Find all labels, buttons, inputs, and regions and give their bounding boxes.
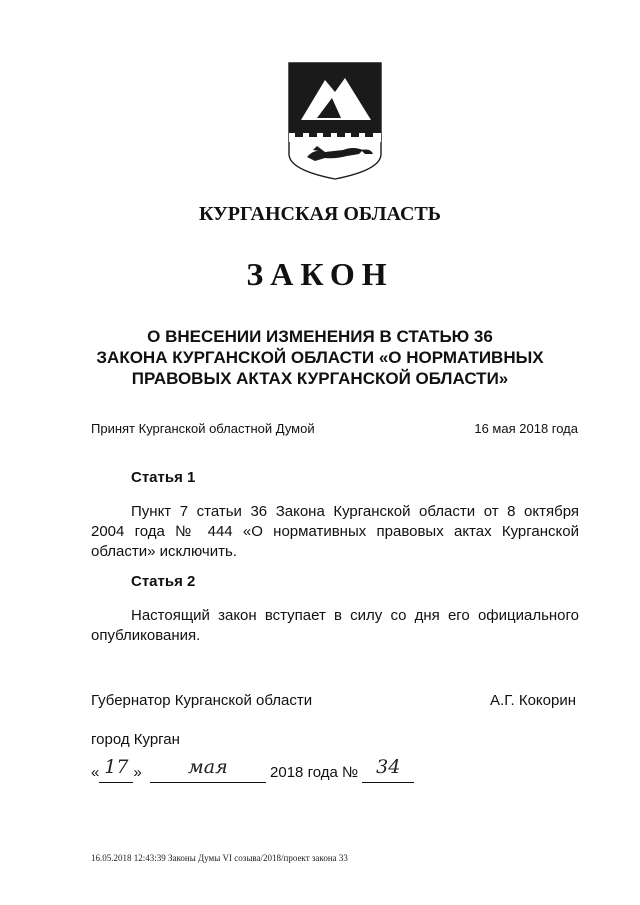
article-1-line: области» исключить. xyxy=(91,543,237,560)
coat-of-arms-emblem xyxy=(287,62,383,180)
article-1-line: 2004 года № 444 «О нормативных правовых актах Курганской xyxy=(91,523,579,540)
month-blank xyxy=(150,756,266,783)
day-blank xyxy=(99,756,133,783)
adoption-date: 16 мая 2018 года xyxy=(474,421,578,436)
article-2-heading: Статья 2 xyxy=(131,573,196,590)
handwritten-month: мая xyxy=(188,756,228,778)
article-1-text xyxy=(91,502,579,562)
close-quote: » xyxy=(133,764,142,781)
signing-dateline xyxy=(91,756,414,783)
handwritten-number: 34 xyxy=(376,756,401,778)
signatory-name: А.Г. Кокорин xyxy=(490,692,576,709)
city: город Курган xyxy=(91,731,180,748)
article-2-line: Настоящий закон вступает в силу со дня его официального xyxy=(131,607,579,624)
article-1-line: Пункт 7 статьи 36 Закона Курганской области от 8 октября xyxy=(131,503,579,520)
number-blank xyxy=(362,756,414,783)
region-name: КУРГАНСКАЯ ОБЛАСТЬ xyxy=(198,203,441,225)
law-title xyxy=(0,326,640,389)
law-title-line: О ВНЕСЕНИИ ИЗМЕНЕНИЯ В СТАТЬЮ 36 xyxy=(147,327,493,346)
adoption-body: Принят Курганской областной Думой xyxy=(91,421,315,436)
article-2-line: опубликования. xyxy=(91,627,201,644)
handwritten-day: 17 xyxy=(104,756,129,778)
article-1-heading: Статья 1 xyxy=(131,469,196,486)
signatory-position: Губернатор Курганской области xyxy=(91,692,313,709)
law-title-line: ЗАКОНА КУРГАНСКОЙ ОБЛАСТИ «О НОРМАТИВНЫХ xyxy=(96,348,544,367)
document-type: ЗАКОН xyxy=(246,256,394,292)
law-title-line: ПРАВОВЫХ АКТАХ КУРГАНСКОЙ ОБЛАСТИ» xyxy=(131,369,509,388)
open-quote: « xyxy=(91,764,100,781)
year-and-number-label: 2018 года № xyxy=(270,764,359,781)
article-2-text xyxy=(91,606,579,646)
footer-file-path: 16.05.2018 12:43:39 Законы Думы VI созыва/2018/проект закона 33 xyxy=(91,853,348,863)
